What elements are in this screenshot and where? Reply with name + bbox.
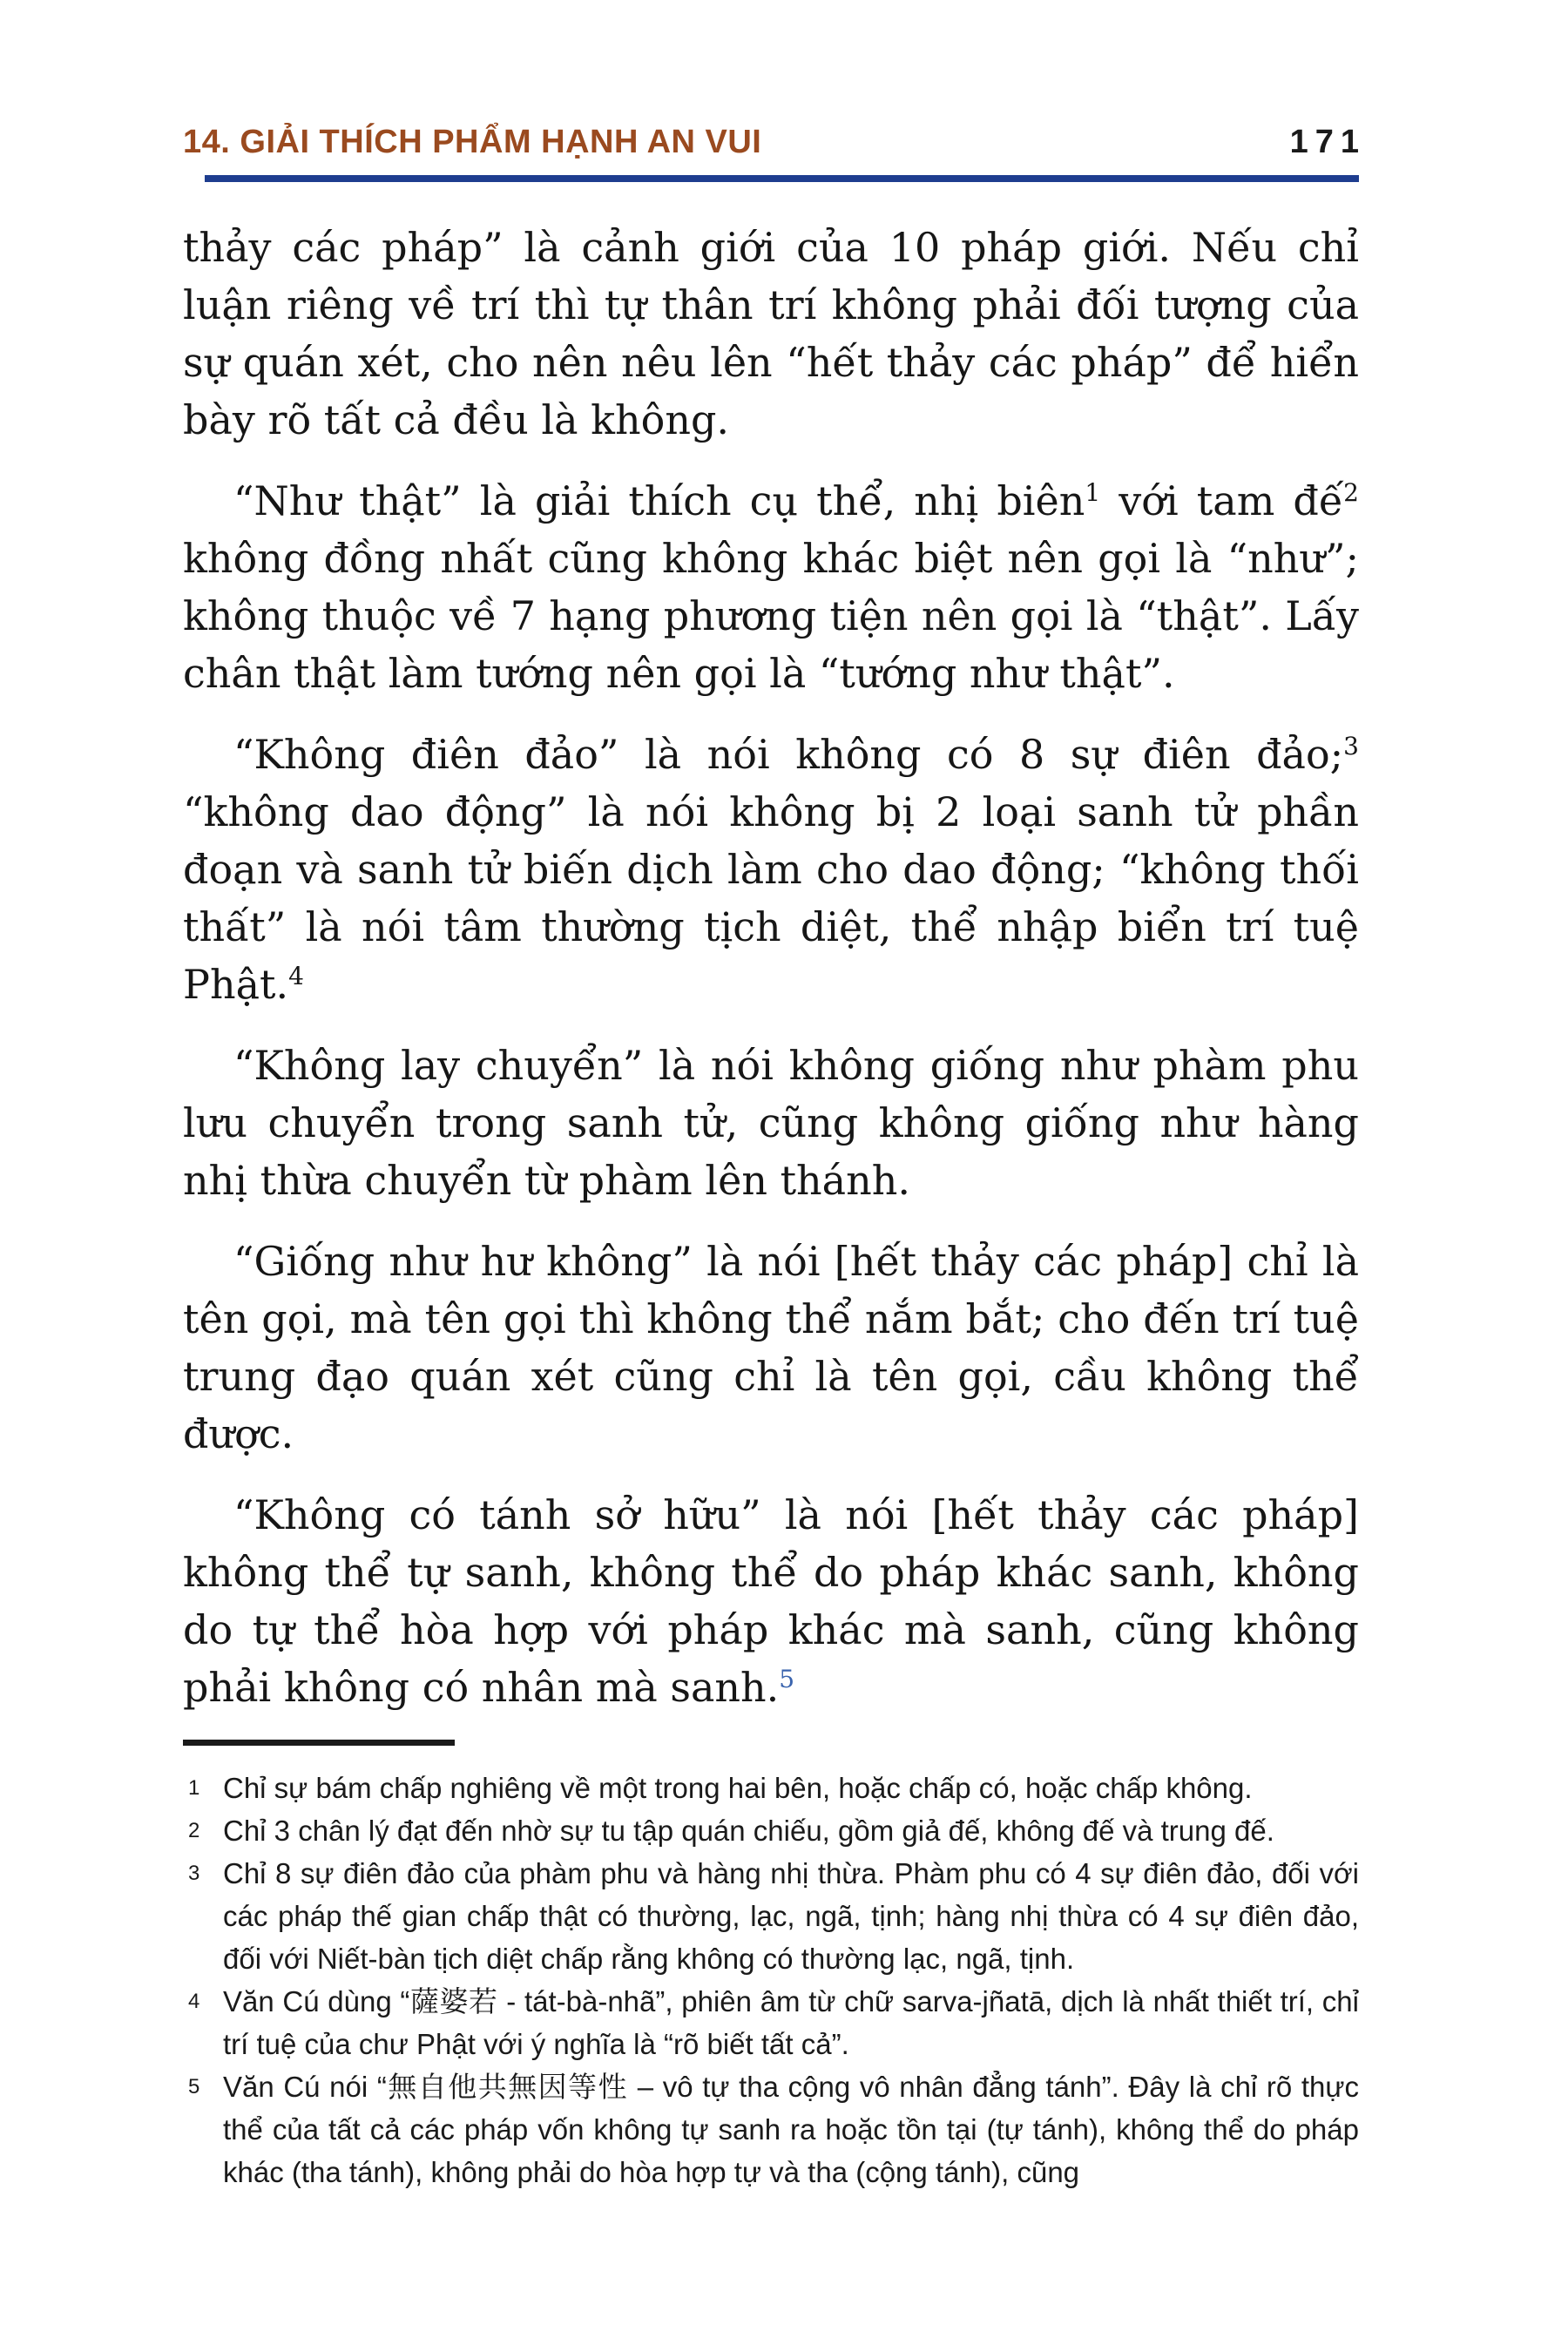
footnote-ref: 2 <box>1343 478 1359 507</box>
paragraph <box>183 472 1359 702</box>
body-text <box>183 219 1359 1716</box>
footnote-item <box>183 1980 1359 2065</box>
chapter-title: 14. GIẢI THÍCH PHẨM HẠNH AN VUI <box>183 124 762 160</box>
footnote-item <box>183 1809 1359 1852</box>
footnote-text: Văn Cú dùng “薩婆若 - tát-bà-nhã”, phiên âm từ chữ sarva-jñatā, dịch là nhất thiết trí, chỉ trí tuệ của chư Phật với ý nghĩa là “rõ biết tất cả”. <box>223 1985 1359 2060</box>
footnote-marker: 2 <box>188 1819 200 1842</box>
page-number: 171 <box>1289 124 1366 160</box>
footnote-item <box>183 2065 1359 2193</box>
footnotes-separator <box>183 1740 455 1746</box>
paragraph <box>183 1233 1359 1463</box>
footnote-marker: 5 <box>188 2075 200 2099</box>
footnote-text: Văn Cú nói “無自他共無因等性 – vô tự tha cộng vô nhân đẳng tánh”. Đây là chỉ rõ thực thể của tất cả các pháp vốn không tự sanh ra hoặc tồn tại (tự tánh), không thể do pháp khác (tha tánh), không phải do hòa hợp tự và tha (cộng tánh), cũng <box>223 2071 1359 2188</box>
text-run: “Không có tánh sở hữu” là nói [hết thảy các pháp] không thể tự sanh, không thể do pháp khác sanh, không do tự thể hòa hợp với pháp khác mà sanh, cũng không phải không có nhân mà sanh. <box>183 1491 1359 1711</box>
footnotes-list <box>183 1767 1359 2193</box>
paragraph <box>183 1486 1359 1716</box>
footnotes <box>183 1740 1359 2193</box>
paragraph <box>183 1037 1359 1209</box>
footnote-marker: 1 <box>188 1776 200 1800</box>
footnote-text: Chỉ sự bám chấp nghiêng về một trong hai bên, hoặc chấp có, hoặc chấp không. <box>223 1772 1253 1804</box>
footnote-ref: 4 <box>288 962 304 990</box>
page-header <box>183 124 1366 161</box>
footnote-text: Chỉ 8 sự điên đảo của phàm phu và hàng nhị thừa. Phàm phu có 4 sự điên đảo, đối với các pháp thế gian chấp thật có thường, lạc, ngã, tịnh; hàng nhị thừa có 4 sự điên đảo, đối với Niết-bàn tịch diệt chấp rằng không có thường lạc, ngã, tịnh. <box>223 1857 1359 1975</box>
paragraph <box>183 726 1359 1013</box>
footnote-ref: 1 <box>1085 478 1101 507</box>
text-run: “Không lay chuyển” là nói không giống như phàm phu lưu chuyển trong sanh tử, cũng không giống như hàng nhị thừa chuyển từ phàm lên thánh. <box>183 1042 1359 1204</box>
text-run: “Giống như hư không” là nói [hết thảy các pháp] chỉ là tên gọi, mà tên gọi thì không thể nắm bắt; cho đến trí tuệ trung đạo quán xét cũng chỉ là tên gọi, cầu không thể được. <box>183 1238 1359 1457</box>
header-rule <box>205 175 1359 182</box>
text-run: với tam đế <box>1100 477 1344 524</box>
footnote-item <box>183 1767 1359 1809</box>
footnote-ref: 3 <box>1343 732 1359 760</box>
text-run: “không dao động” là nói không bị 2 loại sanh tử phần đoạn và sanh tử biến dịch làm cho dao động; “không thối thất” là nói tâm thường tịch diệt, thể nhập biển trí tuệ Phật. <box>183 788 1359 1008</box>
paragraph <box>183 219 1359 449</box>
text-run: “Như thật” là giải thích cụ thể, nhị biên <box>233 477 1085 524</box>
footnote-text: Chỉ 3 chân lý đạt đến nhờ sự tu tập quán chiếu, gồm giả đế, không đế và trung đế. <box>223 1815 1274 1847</box>
footnote-item <box>183 1852 1359 1980</box>
text-run: thảy các pháp” là cảnh giới của 10 pháp giới. Nếu chỉ luận riêng về trí thì tự thân trí không phải đối tượng của sự quán xét, cho nên nêu lên “hết thảy các pháp” để hiển bày rõ tất cả đều là không. <box>183 224 1359 443</box>
footnote-marker: 3 <box>188 1862 200 1885</box>
footnote-ref[interactable]: 5 <box>779 1665 795 1693</box>
text-run: không đồng nhất cũng không khác biệt nên gọi là “như”; không thuộc về 7 hạng phương tiện nên gọi là “thật”. Lấy chân thật làm tướng nên gọi là “tướng như thật”. <box>183 535 1359 697</box>
footnote-marker: 4 <box>188 1990 200 2013</box>
text-run: “Không điên đảo” là nói không có 8 sự điên đảo; <box>233 731 1344 778</box>
